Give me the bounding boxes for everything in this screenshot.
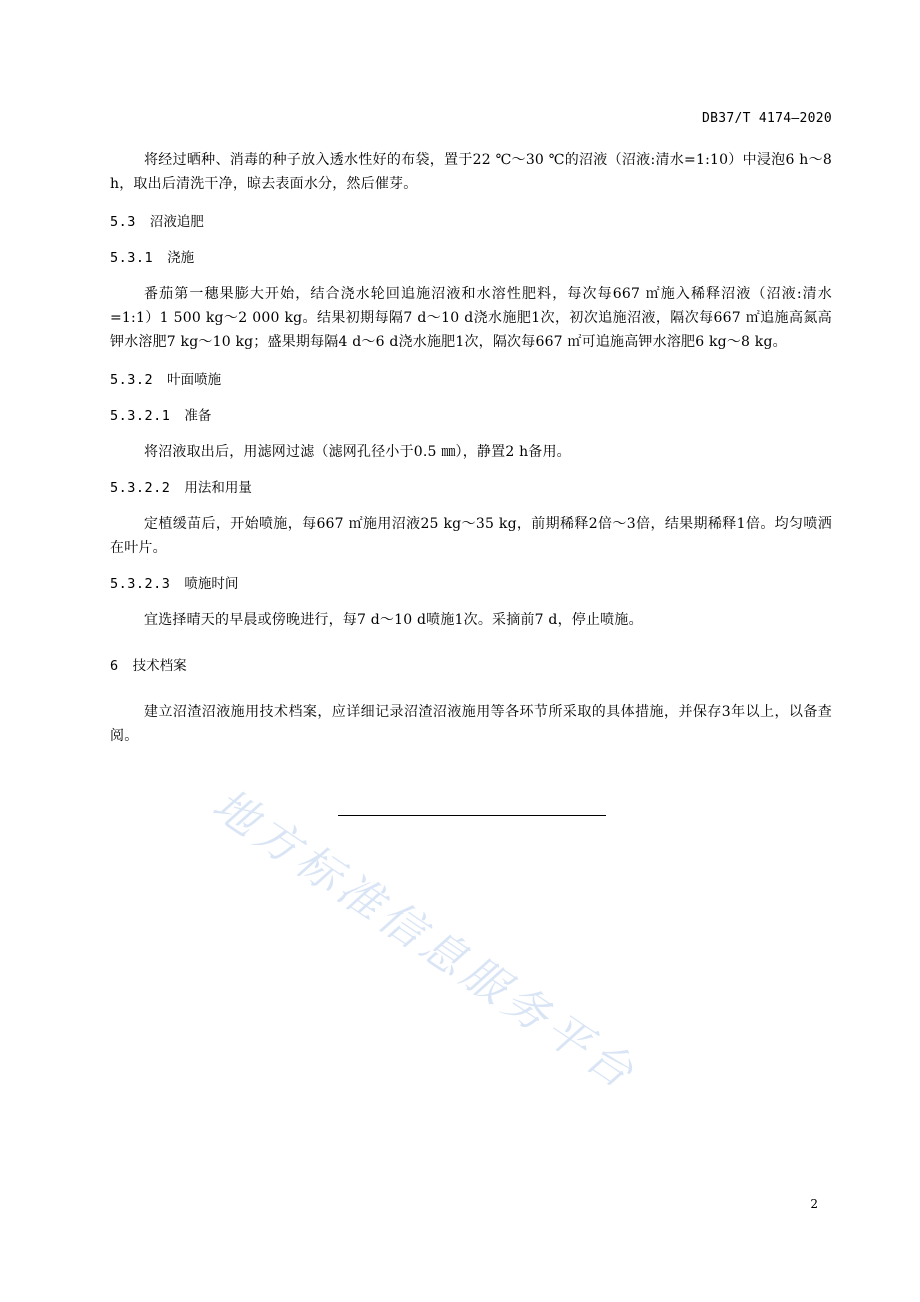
- paragraph-usage-dosage: 定植缓苗后，开始喷施，每667 ㎡施用沼液25 kg～35 kg，前期稀释2倍～3倍，结果期稀释1倍。均匀喷洒在叶片。: [110, 516, 832, 556]
- paragraph-irrigation: 番茄第一穗果膨大开始，结合浇水轮回追施沼液和水溶性肥料，每次每667 ㎡施入稀释沼液（沼液:清水=1:1）1 500 kg～2 000 kg。结果初期每隔7 d～10 d浇水施肥1次，初次追施沼液，隔次每667 ㎡追施高氮高钾水溶肥7 kg～10 kg；盛果期每隔4 d～6 d浇水施肥1次，隔次每667 ㎡可追施高钾水溶肥6 kg～8 kg。: [110, 286, 832, 350]
- section-heading-6: [110, 654, 832, 678]
- section-number: 5.3.2: [110, 372, 154, 388]
- section-title: 沼液追肥: [149, 214, 204, 230]
- document-code: DB37/T 4174—2020: [701, 111, 832, 126]
- section-heading-5-3-2-2: [110, 476, 832, 500]
- section-heading-5-3-1: [110, 246, 832, 270]
- paragraph-seed-soaking: 将经过晒种、消毒的种子放入透水性好的布袋，置于22 ℃～30 ℃的沼液（沼液:清水=1:10）中浸泡6 h～8 h，取出后清洗干净，晾去表面水分，然后催芽。: [110, 152, 832, 192]
- section-heading-5-3: [110, 210, 832, 234]
- section-heading-5-3-2-3: [110, 572, 832, 596]
- end-of-document-rule: [338, 815, 606, 816]
- section-title: 准备: [184, 408, 212, 424]
- section-title: 叶面喷施: [167, 372, 222, 388]
- section-number: 6: [110, 658, 119, 674]
- section-number: 5.3.2.2: [110, 480, 171, 496]
- section-number: 5.3.1: [110, 250, 154, 266]
- section-title: 喷施时间: [184, 576, 239, 592]
- section-heading-5-3-2-1: [110, 404, 832, 428]
- section-title: 用法和用量: [184, 480, 252, 496]
- section-number: 5.3.2.1: [110, 408, 171, 424]
- paragraph-technical-records: 建立沼渣沼液施用技术档案，应详细记录沼渣沼液施用等各环节所采取的具体措施，并保存3年以上，以备查阅。: [110, 704, 832, 744]
- page-number: 2: [810, 1197, 818, 1211]
- section-number: 5.3.2.3: [110, 576, 171, 592]
- document-body: [110, 148, 832, 748]
- section-heading-5-3-2: [110, 368, 832, 392]
- watermark-text: 地方标准信息服务平台: [203, 779, 647, 1101]
- section-title: 浇施: [167, 250, 195, 266]
- paragraph-spray-timing: 宜选择晴天的早晨或傍晚进行，每7 d～10 d喷施1次。采摘前7 d，停止喷施。: [144, 612, 643, 628]
- section-title: 技术档案: [132, 658, 187, 674]
- paragraph-preparation: 将沼液取出后，用滤网过滤（滤网孔径小于0.5 ㎜），静置2 h备用。: [144, 444, 571, 460]
- section-number: 5.3: [110, 214, 136, 230]
